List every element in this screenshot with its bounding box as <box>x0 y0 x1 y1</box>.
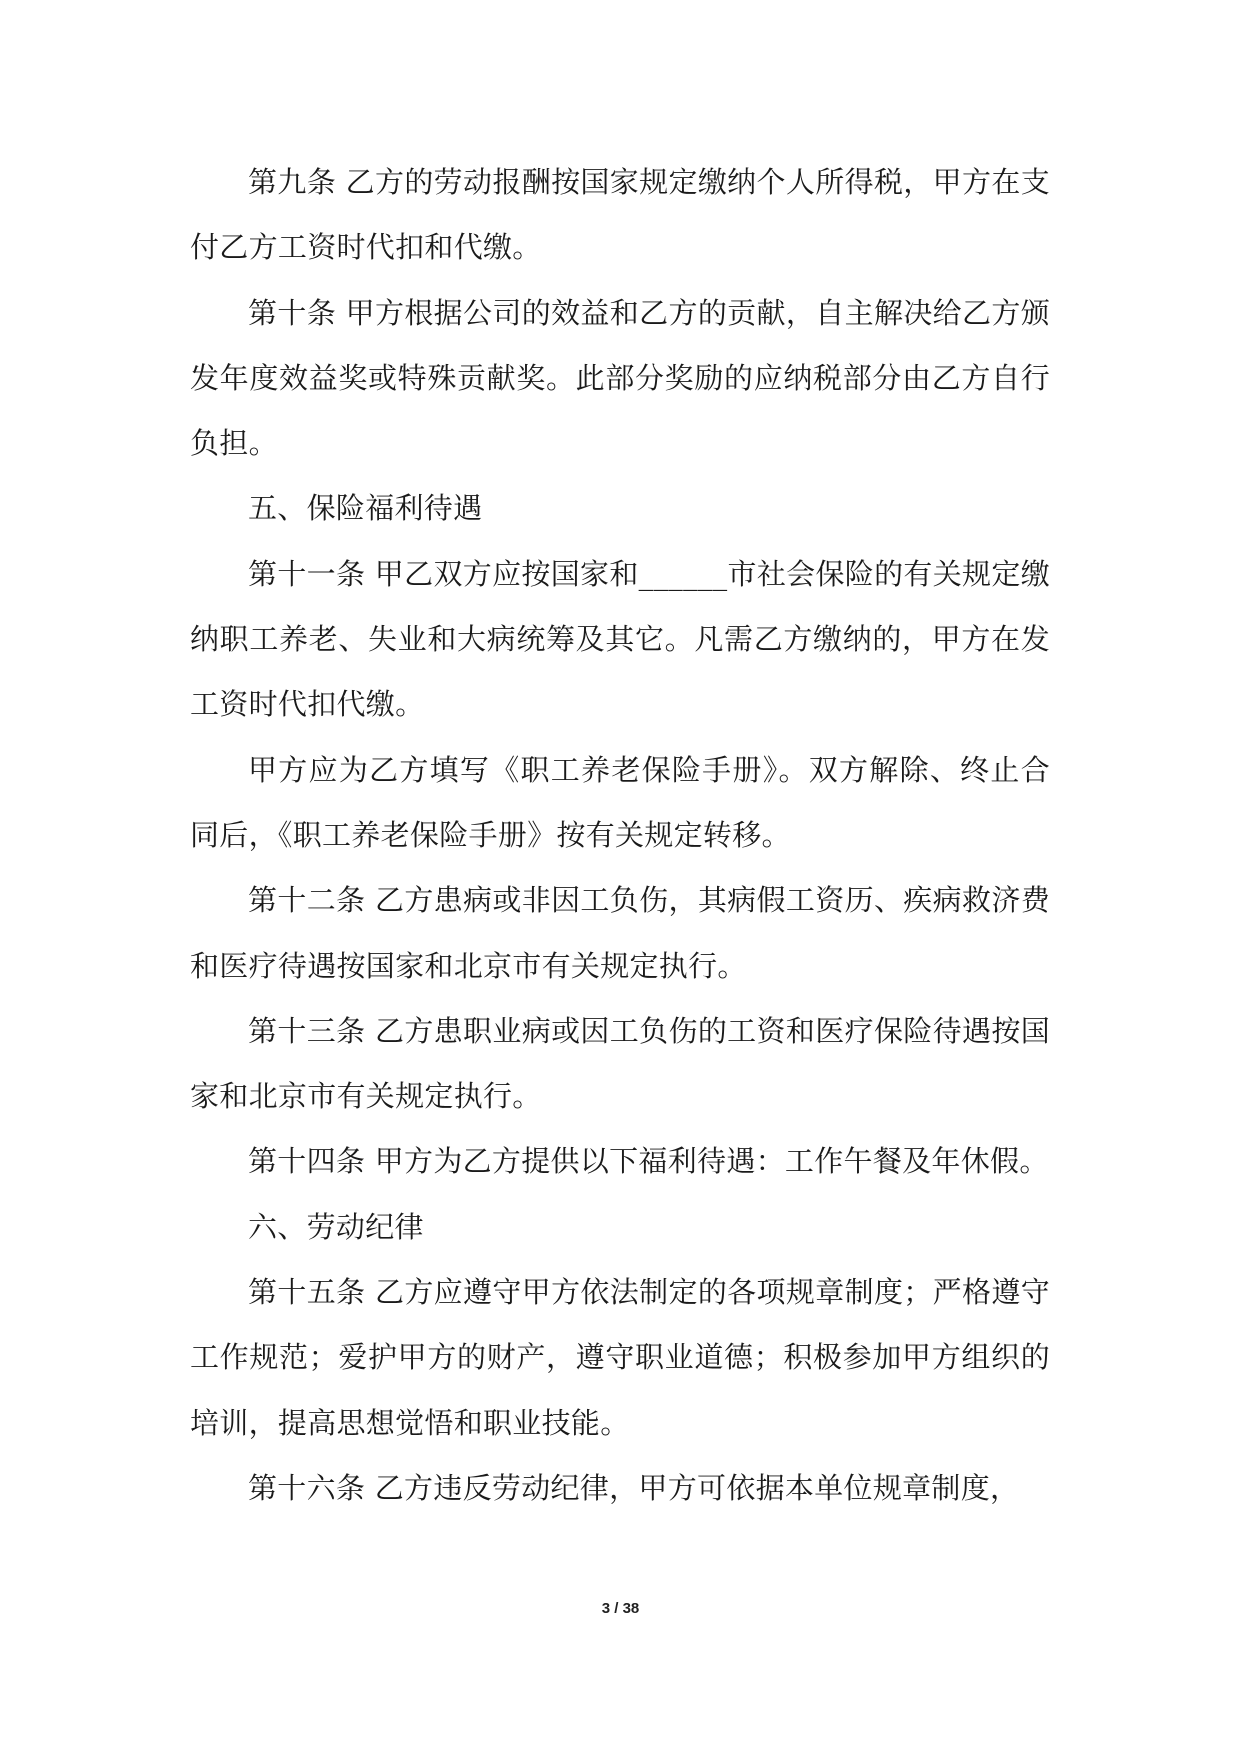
section-heading-labor-discipline: 六、劳动纪律 <box>248 1209 424 1244</box>
clause-16: 第十六条 乙方违反劳动纪律，甲方可依据本单位规章制度， <box>248 1470 1020 1505</box>
clause-9: 第九条 乙方的劳动报酬按国家规定缴纳个人所得税，甲方在支付乙方工资时代扣和代缴。 <box>190 165 1050 265</box>
page-number: 3 / 38 <box>601 1600 640 1617</box>
clause-13: 第十三条 乙方患职业病或因工负伤的工资和医疗保险待遇按国家和北京市有关规定执行。 <box>190 1013 1050 1114</box>
clause-14: 第十四条 甲方为乙方提供以下福利待遇：工作午餐及年休假。 <box>248 1144 1049 1179</box>
document-body <box>190 150 1050 1521</box>
clause-10: 第十条 甲方根据公司的效益和乙方的贡献，自主解决给乙方颁发年度效益奖或特殊贡献奖。此部分奖励的应纳税部分由乙方自行负担。 <box>190 295 1050 461</box>
clause-11: 第十一条 甲乙双方应按国家和______市社会保险的有关规定缴纳职工养老、失业和大病统筹及其它。凡需乙方缴纳的，甲方在发工资时代扣代缴。 <box>190 556 1050 722</box>
clause-15: 第十五条 乙方应遵守甲方依法制定的各项规章制度；严格遵守工作规范；爱护甲方的财产，遵守职业道德；积极参加甲方组织的培训，提高思想觉悟和职业技能。 <box>190 1275 1050 1440</box>
clause-11-pension-handbook: 甲方应为乙方填写《职工养老保险手册》。双方解除、终止合同后，《职工养老保险手册》按有关规定转移。 <box>190 752 1050 852</box>
section-heading-insurance-welfare: 五、保险福利待遇 <box>248 491 483 526</box>
clause-12: 第十二条 乙方患病或非因工负伤，其病假工资历、疾病救济费和医疗待遇按国家和北京市有关规定执行。 <box>190 883 1050 983</box>
